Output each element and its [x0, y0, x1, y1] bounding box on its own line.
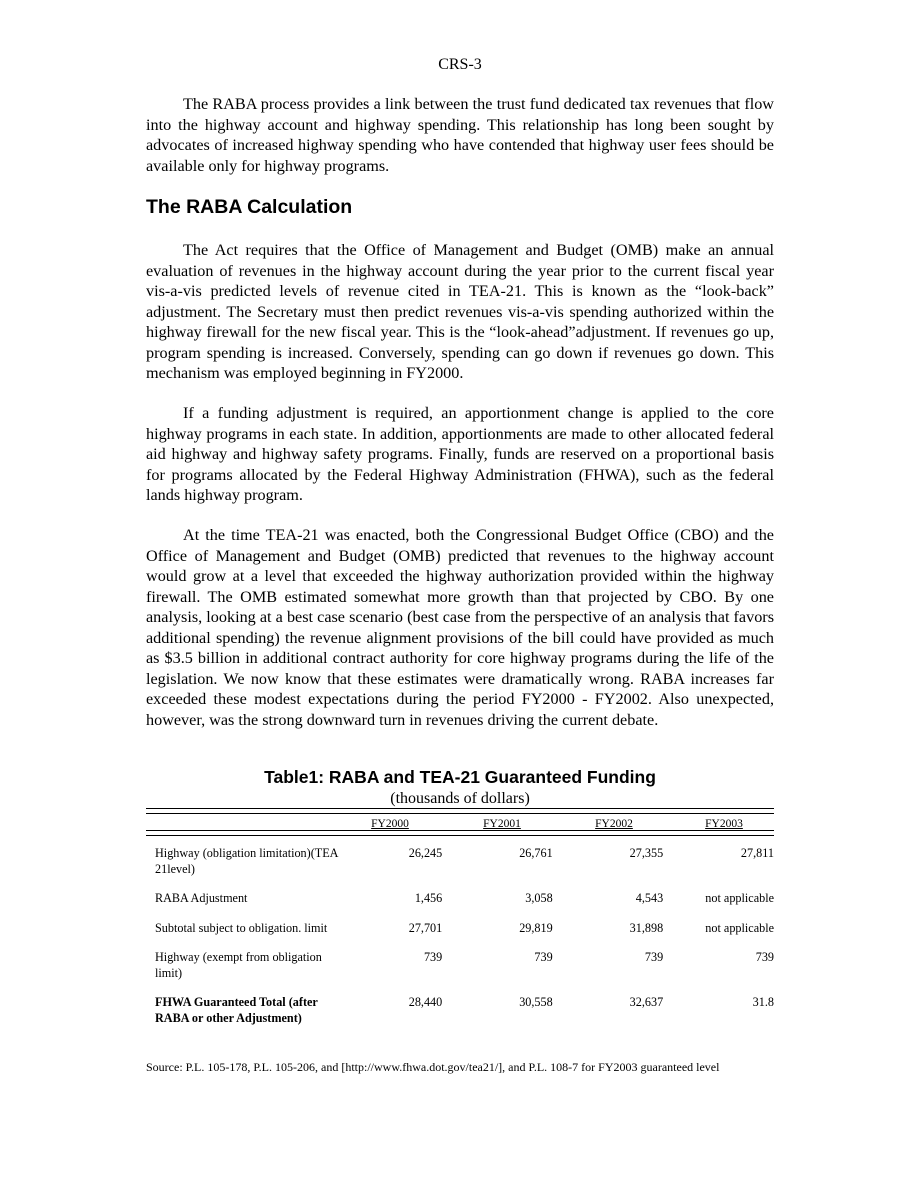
funding-table	[146, 846, 774, 1026]
column-header-fy2003: FY2003	[705, 818, 743, 830]
row-label: FHWA Guaranteed Total (after RABA or other Adjustment)	[155, 995, 318, 1025]
table-title: Table1: RABA and TEA-21 Guaranteed Funding	[264, 767, 656, 787]
table-source-note: Source: P.L. 105-178, P.L. 105-206, and [http://www.fhwa.dot.gov/tea21/], and P.L. 108-7 for FY2003 guaranteed level	[146, 1060, 720, 1074]
cell-value: 27,355	[629, 846, 664, 860]
cell-value: 32,637	[629, 995, 664, 1009]
cell-value: 4,543	[635, 891, 664, 905]
cell-value: not applicable	[705, 920, 774, 935]
cell-value: 28,440	[408, 995, 443, 1009]
cell-value: 31.8	[752, 995, 774, 1009]
cell-value: 26,761	[519, 846, 553, 860]
page-header: CRS-3	[438, 56, 482, 73]
row-label: RABA Adjustment	[155, 891, 248, 905]
cell-value: 739	[534, 950, 553, 964]
table-row	[146, 950, 774, 981]
cell-value: 3,058	[525, 891, 553, 905]
cell-value: 1,456	[414, 891, 443, 905]
body-paragraph: At the time TEA-21 was enacted, both the Congressional Budget Office (CBO) and the Office of Management and Budget (OMB) predicted that revenues to the highway account would grow at a level that exceeded the highway authorization provided within the highway firewall. The OMB estimated somewhat more growth than that projected by CBO. By one analysis, looking at a best case scenario (best case from the perspective of an analysis that favors additional spending) the revenue alignment provisions of the bill could have provided as much as $3.5 billion in additional contract authority for core highway programs during the life of the legislation. We now know that these estimates were dramatically wrong. RABA increases far exceeded these modest expectations during the period FY2000 - FY2002. Also unexpected, however, was the strong downward turn in revenues driving the current debate.	[146, 526, 774, 729]
cell-value: 739	[644, 950, 664, 964]
column-header-fy2001: FY2001	[483, 818, 521, 830]
table-top-rule	[146, 808, 774, 814]
body-paragraph: The Act requires that the Office of Management and Budget (OMB) make an annual evaluation of revenues in the highway account during the year prior to the current fiscal year vis-a-vis predicted levels of revenue cited in TEA-21. This is known as the “look-back” adjustment. The Secretary must then predict revenues vis-a-vis spending authorized within the highway firewall for the new fiscal year. This is the “look-ahead”adjustment. If revenues go up, program spending is increased. Conversely, spending can go down if revenues go down. This mechanism was employed beginning in FY2000.	[146, 241, 774, 382]
table-row	[146, 921, 774, 937]
table-subtitle: (thousands of dollars)	[390, 790, 530, 807]
body-paragraph: If a funding adjustment is required, an apportionment change is applied to the core highway programs in each state. In addition, apportionments are made to other allocated federal aid highway and highway safety programs. Finally, funds are reserved on a proportional basis for programs allocated by the Federal Highway Administration (FHWA), such as the federal lands highway program.	[146, 404, 774, 504]
column-header-fy2000: FY2000	[371, 818, 409, 830]
cell-value: 30,558	[519, 995, 553, 1009]
intro-paragraph: The RABA process provides a link between the trust fund dedicated tax revenues that flow into the highway account and highway spending. This relationship has long been sought by advocates of increased highway spending who have contended that highway user fees should be available only for highway programs.	[146, 95, 774, 175]
cell-value: 27,701	[408, 920, 443, 935]
cell-value: 739	[755, 950, 774, 964]
column-header-fy2002: FY2002	[595, 818, 633, 830]
cell-value: 27,811	[740, 846, 774, 860]
section-heading: The RABA Calculation	[146, 196, 353, 218]
cell-value: 739	[423, 950, 443, 964]
cell-value: not applicable	[705, 891, 774, 905]
table-row-total	[146, 995, 774, 1026]
cell-value: 31,898	[629, 920, 664, 935]
cell-value: 26,245	[408, 846, 443, 860]
cell-value: 29,819	[519, 920, 553, 935]
row-label: Highway (exempt from obligation limit)	[155, 950, 322, 980]
table-row	[146, 846, 774, 877]
row-label: Subtotal subject to obligation. limit	[155, 920, 328, 935]
table-header-rule	[146, 830, 774, 836]
row-label: Highway (obligation limitation)(TEA 21level)	[155, 846, 338, 876]
table-row	[146, 891, 774, 907]
